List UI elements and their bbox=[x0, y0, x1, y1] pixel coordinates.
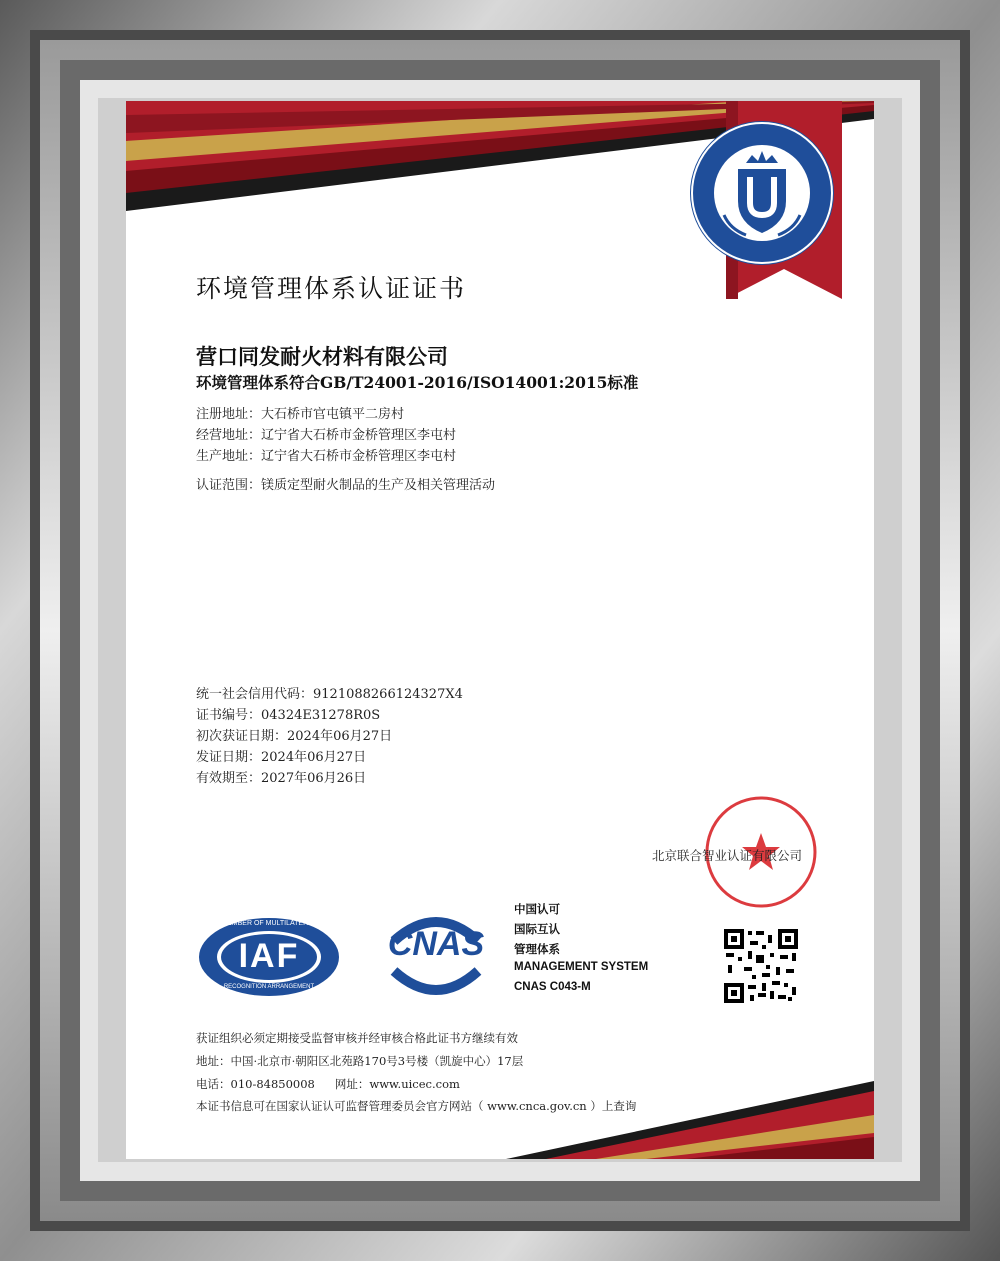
production-address: 辽宁省大石桥市金桥管理区李屯村 bbox=[261, 449, 457, 464]
cert-no: 04324E31278R0S bbox=[261, 708, 381, 723]
cnas-line-3: 管理体系 bbox=[514, 944, 560, 956]
cnas-line-4: MANAGEMENT SYSTEM bbox=[514, 961, 649, 973]
footer-phone: 电话：010-84850008 bbox=[196, 1077, 315, 1091]
footer-query: 本证书信息可在国家认证认可监督管理委员会官方网站（ www.cnca.gov.cn ）上查询 bbox=[196, 1099, 637, 1113]
issue-date: 2024年06月27日 bbox=[261, 750, 367, 765]
footer-address: 地址：中国·北京市·朝阳区北苑路170号3号楼（凯旋中心）17层 bbox=[196, 1054, 524, 1068]
credit-code: 9121088266124327X4 bbox=[313, 687, 463, 702]
cnas-line-1: 中国认可 bbox=[514, 904, 560, 916]
certificate-paper bbox=[126, 101, 874, 1159]
valid-label: 有效期至： bbox=[196, 771, 262, 786]
company-name: 营口同发耐火材料有限公司 bbox=[196, 344, 448, 369]
standard-line: 环境管理体系符合GB/T24001-2016/ISO14001:2015标准 bbox=[196, 373, 639, 392]
scope: 镁质定型耐火制品的生产及相关管理活动 bbox=[261, 478, 496, 493]
production-address-row bbox=[196, 445, 456, 464]
uicec-emblem bbox=[688, 119, 836, 267]
registered-address: 大石桥市官屯镇平二房村 bbox=[261, 407, 405, 422]
issue-label: 发证日期： bbox=[196, 750, 262, 765]
iaf-bottom-text: RECOGNITION ARRANGEMENT bbox=[223, 984, 315, 990]
scope-row bbox=[196, 474, 495, 493]
cnas-line-2: 国际互认 bbox=[514, 924, 560, 936]
cert-no-row bbox=[196, 704, 380, 723]
valid-date: 2027年06月26日 bbox=[261, 771, 367, 786]
qr-code bbox=[722, 927, 800, 1005]
credit-code-row bbox=[196, 683, 463, 702]
credit-code-label: 统一社会信用代码： bbox=[196, 687, 314, 702]
cert-no-label: 证书编号： bbox=[196, 708, 262, 723]
registered-address-label: 注册地址： bbox=[196, 407, 262, 422]
first-issue-label: 初次获证日期： bbox=[196, 729, 288, 744]
iaf-top-text: MEMBER OF MULTILATERAL bbox=[221, 920, 317, 927]
footer-notice: 获证组织必须定期接受监督审核并经审核合格此证书方继续有效 bbox=[196, 1031, 518, 1045]
cnas-line-5: CNAS C043-M bbox=[514, 981, 591, 993]
first-issue-row bbox=[196, 725, 392, 744]
business-address-label: 经营地址： bbox=[196, 428, 262, 443]
footer-website: 网址：www.uicec.com bbox=[334, 1077, 460, 1091]
issue-row bbox=[196, 746, 366, 765]
registered-address-row bbox=[196, 403, 404, 422]
bottom-decorative-bands bbox=[126, 1081, 874, 1159]
business-address-row bbox=[196, 424, 456, 443]
issuer-name: 北京联合智业认证有限公司 bbox=[652, 848, 803, 863]
production-address-label: 生产地址： bbox=[196, 449, 262, 464]
cnas-text: CNAS bbox=[387, 925, 485, 963]
scope-label: 认证范围： bbox=[196, 478, 262, 493]
iaf-text: IAF bbox=[238, 937, 300, 975]
first-issue-date: 2024年06月27日 bbox=[287, 729, 393, 744]
certificate-title: 环境管理体系认证证书 bbox=[196, 274, 467, 303]
valid-row bbox=[196, 767, 366, 786]
business-address: 辽宁省大石桥市金桥管理区李屯村 bbox=[261, 428, 457, 443]
